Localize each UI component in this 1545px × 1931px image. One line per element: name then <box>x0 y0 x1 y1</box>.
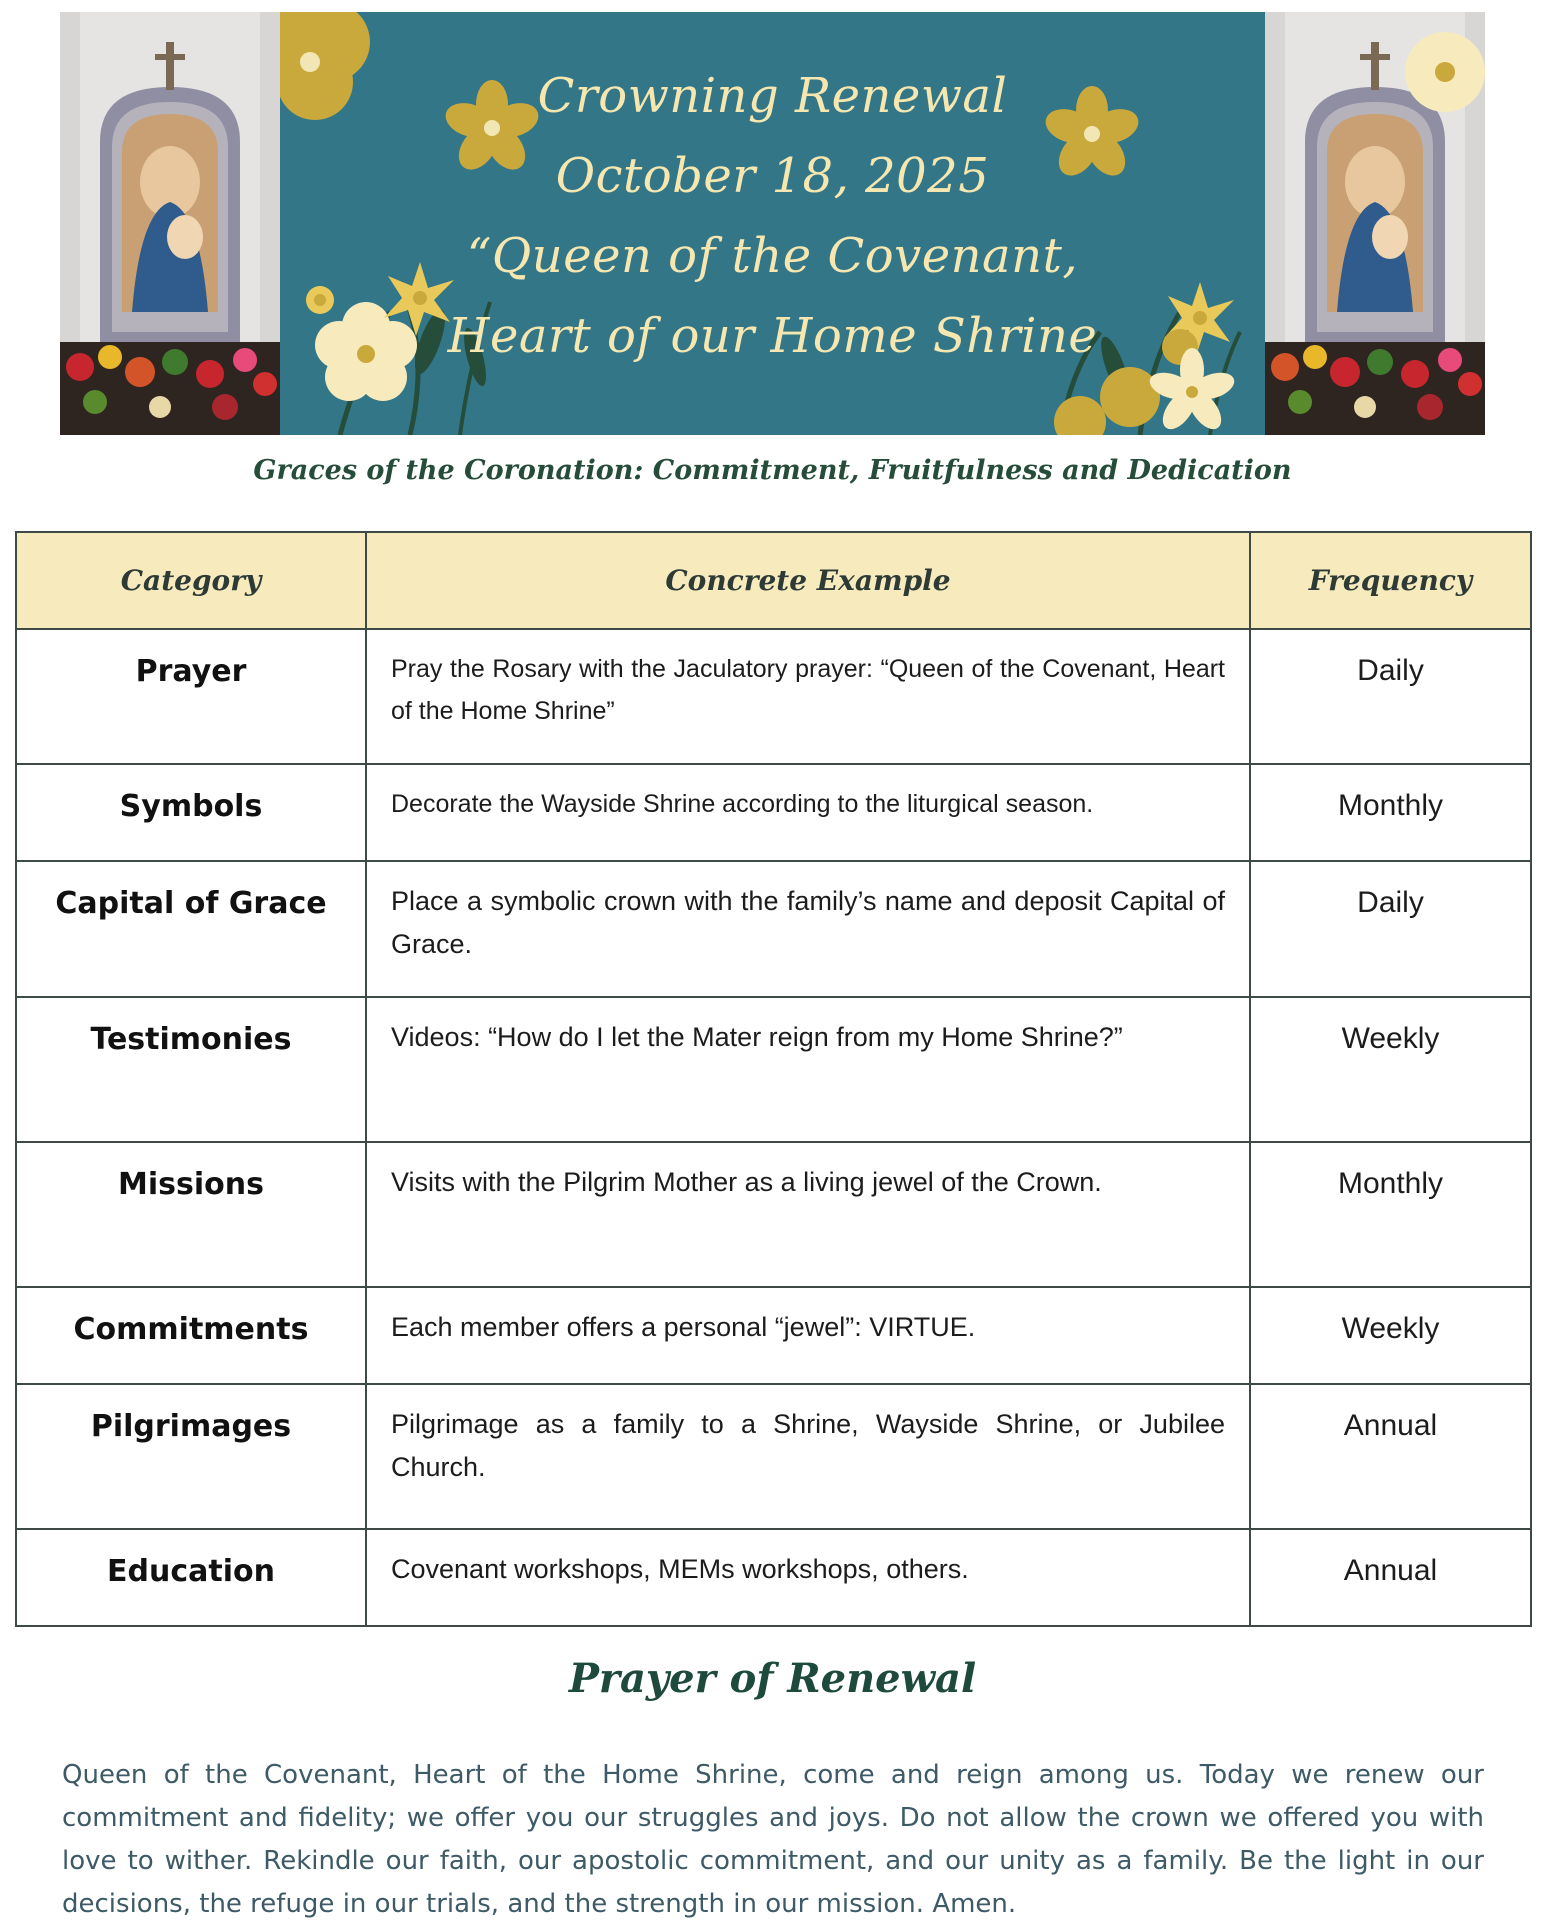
row-frequency: Daily <box>1250 861 1531 997</box>
table-row <box>16 629 1531 764</box>
table-row <box>16 1529 1531 1626</box>
table-row <box>16 1142 1531 1287</box>
shrine-image-icon <box>1265 12 1485 435</box>
row-frequency: Annual <box>1250 1529 1531 1626</box>
banner-title-line-1: Crowning Renewal <box>537 68 1008 124</box>
shrine-photo-left <box>60 12 280 435</box>
table-row <box>16 997 1531 1142</box>
row-example: Covenant workshops, MEMs workshops, others. <box>366 1529 1250 1626</box>
banner-title-line-4: Heart of our Home Shrine <box>447 308 1098 364</box>
banner-title-area <box>280 12 1265 435</box>
shrine-photo-right <box>1265 12 1485 435</box>
row-frequency: Monthly <box>1250 1142 1531 1287</box>
row-example: Place a symbolic crown with the family’s name and deposit Capital of Grace. <box>366 861 1250 997</box>
prayer-text: Queen of the Covenant, Heart of the Home Shrine, come and reign among us. Today we renew our commitment and fidelity; we offer you our struggles and joys. Do not allow the crown we offered you with love to wither. Rekindle our faith, our apostolic commitment, and our unity as a family. Be the light in our decisions, the refuge in our trials, and the strength in our mission. Amen. <box>62 1760 1484 1919</box>
row-example: Visits with the Pilgrim Mother as a living jewel of the Crown. <box>366 1142 1250 1287</box>
banner-title-line-3: “Queen of the Covenant, <box>466 228 1079 284</box>
event-banner <box>60 12 1485 435</box>
row-example: Pilgrimage as a family to a Shrine, Wayside Shrine, or Jubilee Church. <box>366 1384 1250 1529</box>
table-row <box>16 861 1531 997</box>
table-header-row <box>16 532 1531 629</box>
graces-table <box>15 531 1532 1627</box>
row-category: Symbols <box>16 764 366 861</box>
row-category: Testimonies <box>16 997 366 1142</box>
row-frequency: Daily <box>1250 629 1531 764</box>
row-category: Missions <box>16 1142 366 1287</box>
row-frequency: Weekly <box>1250 997 1531 1142</box>
header-concrete-example: Concrete Example <box>366 532 1250 629</box>
header-frequency: Frequency <box>1250 532 1531 629</box>
table-row <box>16 764 1531 861</box>
shrine-image-icon <box>60 12 280 435</box>
row-example: Decorate the Wayside Shrine according to the liturgical season. <box>366 764 1250 861</box>
row-example: Each member offers a personal “jewel”: VIRTUE. <box>366 1287 1250 1384</box>
row-frequency: Annual <box>1250 1384 1531 1529</box>
graces-subtitle: Graces of the Coronation: Commitment, Fruitfulness and Dedication <box>253 455 1292 486</box>
row-frequency: Monthly <box>1250 764 1531 861</box>
header-category: Category <box>16 532 366 629</box>
table-row <box>16 1384 1531 1529</box>
row-category: Commitments <box>16 1287 366 1384</box>
row-category: Capital of Grace <box>16 861 366 997</box>
banner-title-line-2: October 18, 2025 <box>555 148 990 204</box>
table-row <box>16 1287 1531 1384</box>
row-frequency: Weekly <box>1250 1287 1531 1384</box>
row-category: Pilgrimages <box>16 1384 366 1529</box>
row-category: Prayer <box>16 629 366 764</box>
row-example: Pray the Rosary with the Jaculatory prayer: “Queen of the Covenant, Heart of the Home Shrine” <box>366 629 1250 764</box>
prayer-title: Prayer of Renewal <box>568 1655 977 1702</box>
row-category: Education <box>16 1529 366 1626</box>
row-example: Videos: “How do I let the Mater reign from my Home Shrine?” <box>366 997 1250 1142</box>
